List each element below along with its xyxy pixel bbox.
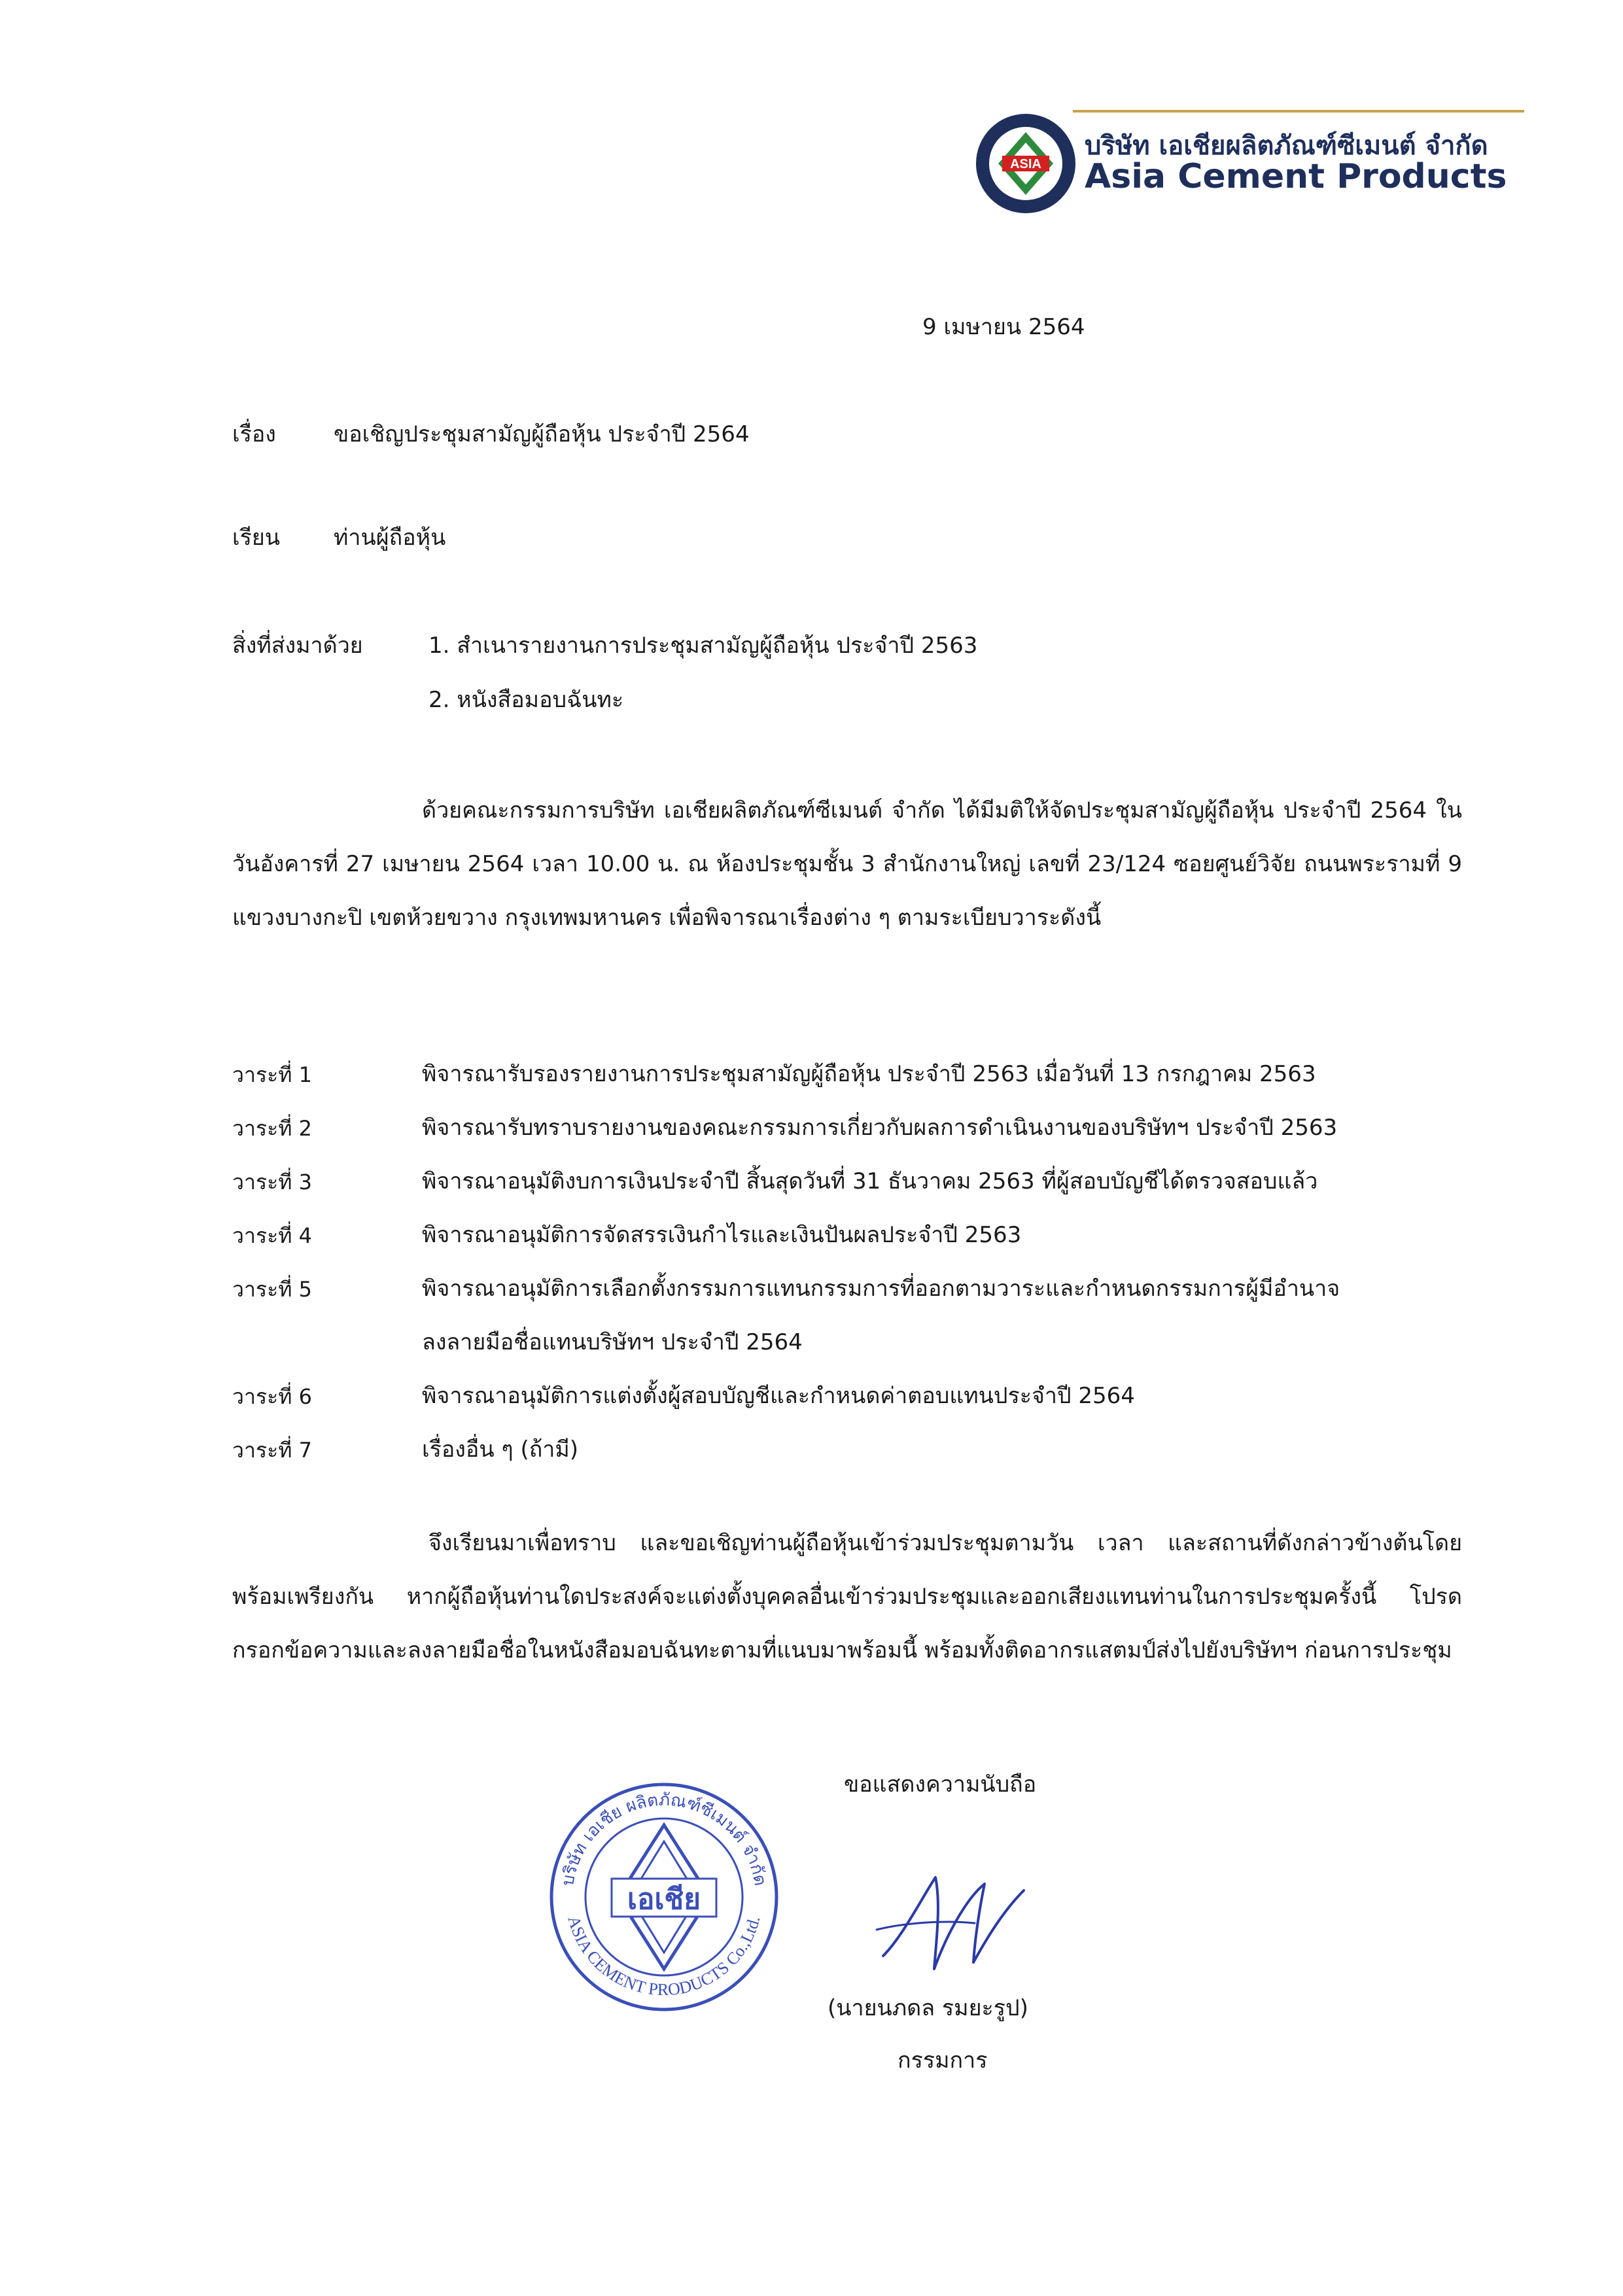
stamp-ring-bottom: ASIA CEMENT PRODUCTS Co.,Ltd. [564,1913,764,2000]
subject-text: ขอเชิญประชุมสามัญผู้ถือหุ้น ประจำปี 2564 [334,421,750,447]
logo-text: ASIA [1010,157,1041,171]
enclosure-item-1: 1. สำเนารายงานการประชุมสามัญผู้ถือหุ้น ประจำปี 2563 [428,633,978,659]
agenda-text: พิจารณารับรองรายงานการประชุมสามัญผู้ถือหุ้น ประจำปี 2563 เมื่อวันที่ 13 กรกฎาคม 2563 [422,1061,1316,1087]
agenda-number: วาระที่ 7 [232,1438,312,1463]
agenda-text-continued: ลงลายมือชื่อแทนบริษัทฯ ประจำปี 2564 [422,1329,803,1355]
enclosure-item-2: 2. หนังสือมอบฉันทะ [428,687,624,713]
agenda-text: พิจารณาอนุมัติการเลือกตั้งกรรมการแทนกรรมการที่ออกตามวาระและกำหนดกรรมการผู้มีอำนาจ [422,1276,1340,1302]
agenda-number: วาระที่ 4 [232,1223,312,1248]
agenda-number: วาระที่ 1 [232,1062,312,1087]
enclosures-label: สิ่งที่ส่งมาด้วย [232,633,363,659]
stamp-center-text: เอเชีย [627,1883,701,1916]
agenda-text: พิจารณาอนุมัติงบการเงินประจำปี สิ้นสุดวันที่ 31 ธันวาคม 2563 ที่ผู้สอบบัญชีได้ตรวจสอบแล้ว [422,1168,1318,1194]
to-text: ท่านผู้ถือหุ้น [334,525,446,551]
signer-name: (นายนภดล รมยะรูป) [828,1995,1028,2021]
agenda-text: เรื่องอื่น ๆ (ถ้ามี) [422,1436,579,1463]
agenda-text: พิจารณาอนุมัติการแต่งตั้งผู้สอบบัญชีและกำหนดค่าตอบแทนประจำปี 2564 [422,1383,1135,1409]
signature [864,1858,1034,1989]
subject-label: เรื่อง [232,421,276,447]
agenda-number: วาระที่ 2 [232,1116,312,1141]
company-stamp [546,1779,782,2015]
valediction: ขอแสดงความนับถือ [844,1771,1037,1798]
closing-paragraph: จึงเรียนมาเพื่อทราบ และขอเชิญท่านผู้ถือหุ้นเข้าร่วมประชุมตามวัน เวลา และสถานที่ดังกล่าวข้างต้นโดยพร้อมเพรียงกัน หากผู้ถือหุ้นท่านใดประสงค์จะแต่งตั้งบุคคลอื่นเข้าร่วมประชุมและออกเสียงแทนท่านในการประชุมครั้งนี้ โปรดกรอกข้อความและลงลายมือชื่อในหนังสือมอบฉันทะตามที่แนบมาพร้อมนี้ พร้อมทั้งติดอากรแสตมป์ส่งไปยังบริษัทฯ ก่อนการประชุม [232,1530,1462,1663]
company-name-english: Asia Cement Products [1085,157,1507,196]
agenda-number: วาระที่ 6 [232,1384,312,1409]
agenda-number: วาระที่ 3 [232,1170,312,1194]
header-rule [1073,110,1524,113]
agenda-text: พิจารณาอนุมัติการจัดสรรเงินกำไรและเงินปันผลประจำปี 2563 [422,1222,1022,1248]
company-name-thai: บริษัท เอเชียผลิตภัณฑ์ซีเมนต์ จำกัด [1085,131,1488,161]
stamp-ring-top: บริษัท เอเชีย ผลิตภัณฑ์ซีเมนต์ จำกัด [558,1790,770,1888]
intro-paragraph: ด้วยคณะกรรมการบริษัท เอเชียผลิตภัณฑ์ซีเมนต์ จำกัด ได้มีมติให้จัดประชุมสามัญผู้ถือหุ้น ประจำปี 2564 ในวันอังคารที่ 27 เมษายน 2564 เวลา 10.00 น. ณ ห้องประชุมชั้น 3 สำนักงานใหญ่ เลขที่ 23/124 ซอยศูนย์วิจัย ถนนพระรามที่ 9 แขวงบางกะปิ เขตห้วยขวาง กรุงเทพมหานคร เพื่อพิจารณาเรื่องต่าง ๆ ตามระเบียบวาระดังนี้ [232,797,1462,931]
agenda-number: วาระที่ 5 [232,1277,312,1302]
company-logo [973,111,1078,216]
signer-title: กรรมการ [898,2047,988,2074]
to-label: เรียน [232,525,281,551]
agenda-text: พิจารณารับทราบรายงานของคณะกรรมการเกี่ยวกับผลการดำเนินงานของบริษัทฯ ประจำปี 2563 [422,1115,1338,1141]
letter-date: 9 เมษายน 2564 [922,314,1085,340]
